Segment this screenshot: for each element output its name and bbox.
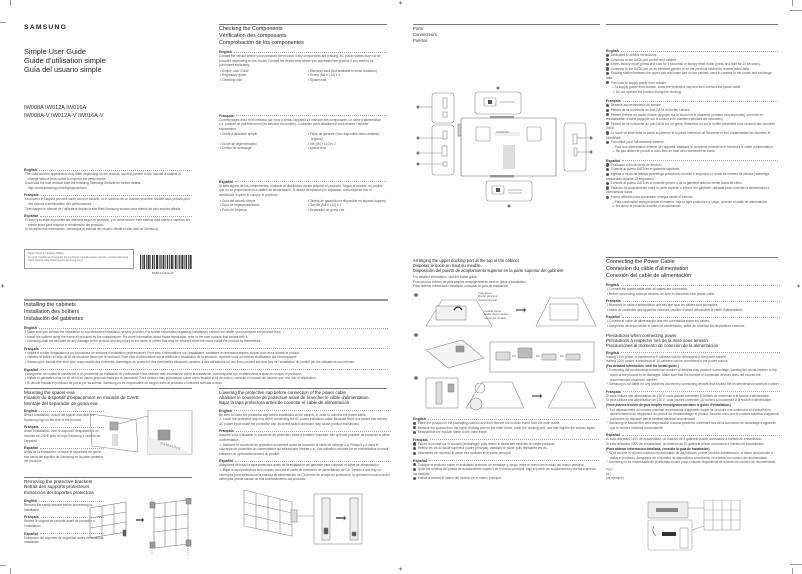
crop-mark: [790, 10, 802, 11]
lowering-warning: ⚠ Lower the protective cap only when connecting the AC power extension cable. Because there is a switch that selects AC power input inside the protective cap, incorrect switch operation may cause product malfunction.: [219, 417, 387, 426]
barcode-label: BN68-10234A-00: [152, 271, 174, 275]
docking-step: Coloque el producto sobre el acolchado protector de embalaje y, luego, retire el marco del módulo del marco principal.: [413, 463, 599, 468]
section-rule: [219, 24, 387, 25]
docking-step: Vuelva a montar el marco del módulo en el marco principal.: [413, 476, 599, 481]
port-note: Dedicated to service technicians.: [606, 53, 778, 58]
lang-heading: Français: [24, 515, 104, 519]
ports-diagram: [412, 85, 598, 210]
docking-panel: [413, 258, 599, 289]
port-note: Ingresa a modo de fábrica (mantenga presionado durante 5 segundos) o modo de reseteo de fábrica (mantenga presionado durante 10 segundos).: [606, 172, 770, 181]
brackets-diagram: [88, 498, 194, 558]
lowering-title-en: Lowering the protective cap before connection of the power cable: [219, 390, 346, 395]
port-subnote: – Pour une alimentation externe de l'appareil, abaissez le couvercle protecteur et branchez le câble d'alimentation.: [612, 144, 774, 149]
precaution-line: Si está utilizando 220V de ensamblado, un máximo de 10 gabinete puede conectarse a fuentes de ensamblado.: [606, 442, 765, 447]
components-intro: Communiquez avec le fournisseur qui vous a vendu l'appareil s'il manque des composants. Le câble d'alimentation c.a. pourrait ne pas être fourni (en fonction du modèle). Contactez votre détaillant si vous désirez l'acheter séparément.: [219, 117, 382, 131]
lowering-title-es: Bajar la tapa protectora antes de conectar el cable de alimentación: [219, 400, 350, 406]
install-item: • Si decide instalar el producto de por sí por su cuenta, Samsung no es responsable de ningún daño al producto ni lesiones sufridas a otros.: [25, 380, 223, 385]
cover-title-fr: Guide d’utilisation simple: [24, 56, 106, 65]
precaution-line: Si vous utilisez une alimentation de 110 V, vous pouvez connecter 5 boîtiers au maximum à la source d'alimentation.: [606, 393, 770, 398]
port-note: Permet d'entrer en mode d'usine (appuyer sur le bouton et le maintenir pendant cinq secondes) ou mode de réinitialisation d'usine (appuyer sur le bouton et le maintenir pendant dix secondes).: [606, 112, 763, 122]
component-item: • Guía del usuario simple: [220, 198, 256, 203]
lang-heading: Français: [606, 99, 778, 103]
ports-title-fr: Connecteurs: [413, 32, 437, 37]
note-line: Si necesita más información, descargue el manual del usuario desde el sitio web de Samsung.: [25, 227, 159, 232]
component-item: • spacer-eva: [308, 146, 326, 151]
port-note: Docking station between the upper part and lower part on the cabinet, used to connect to the power and exchange data.: [606, 71, 772, 80]
lang-heading: English: [24, 499, 104, 503]
note-line: El color y el aspecto pueden ser distintos según el producto, y el contenido en este manual está sujeto a cambios sin previo aviso para mejorar el rendimiento del producto.: [25, 218, 190, 227]
crop-mark: [792, 568, 793, 574]
port-warning: ⚠ No opere el producto durante el acoplamiento.: [612, 204, 682, 209]
crop-mark: [10, 0, 11, 6]
section-rule: [606, 257, 778, 258]
lang-heading: Español: [24, 368, 388, 372]
install-item: • Installez le boîtier à l'aide du kit de structure fourni par le fabricant. Pour plus d'informations sur la méthode d'installation de la structure, reportez-vous au manuel d'utilisateur qui l'accompagne.: [25, 355, 298, 360]
install-item: • Samsung ne saurait être tenu pour responsable des éventuels dommages au produit et des éventuelles blessures causées à des utilisateurs ou des tiers pouvant survenir lors de l'installation du produit par les utilisateurs eux-mêmes.: [25, 359, 355, 364]
components-list: [219, 132, 387, 150]
component-item: • Separador de goma eva: [308, 207, 345, 212]
brackets-title-es: Extracción del soportes protectora: [24, 489, 94, 495]
warning-icon: ⚠: [219, 442, 222, 447]
docking-title-fr: Disposer le socle en haut du meuble.: [413, 263, 482, 268]
docking-step: Assemblez de nouveau le cadre des modules et le cadre principal.: [413, 451, 599, 456]
section-rule: [606, 24, 778, 25]
lang-heading: English: [413, 417, 599, 421]
docking-step: Retirez les vis du socle supérieur (cadre principal), abaissez le socle, puis réinstallez les vis.: [413, 446, 599, 451]
port-warning: ⚠ Do not operate the product during the docking.: [612, 89, 682, 94]
lowering-text: Be sure to lower the protective cap before installation of the cabinet, in order to connect the power cable.: [219, 412, 367, 417]
components-intro: Si falta alguno de los componentes, contacte al distribuidor donde adquirió el producto. Según el modelo, es posible que no se proporcionen los cables de alimentación. Si desea comprarlos por separado, comuníquese con el distribuidor a quien le compró el producto.: [219, 183, 383, 197]
crop-mark: [0, 22, 6, 23]
component-item: • Spacer-eva: [308, 77, 327, 82]
component-item: • Vis (M4 x L10) x 2: [308, 141, 336, 146]
brackets-title-fr: Retrait des supports protecteurs: [24, 484, 90, 490]
component-item: • Cleaning cloth: [220, 77, 243, 82]
docking-step: Placez le produit sur le coussin (emballage), puis retirez le cadre des modules du cadre principal.: [413, 442, 599, 447]
precaution-line: * Si se excede el número máximo recomendado de dispositivos, puede producir sobretensión, al hacer cortocircuito o dañar el producto. Asegúrese de el número de dispositivos conectados no exceda los número de recomendado.: [607, 451, 773, 460]
install-item: • Make sure you contact the installation to a professional installation service provider. For further information regarding installation, contact the dealer you purchased the product from.: [25, 330, 282, 334]
installing-panel: [24, 302, 388, 385]
components-title-es: Comprobación de los componentes: [219, 40, 304, 46]
model-numbers: [24, 104, 194, 120]
precaution-line: * Exceeding the recommended maximum number of devices may produce overvoltage, causing the circuit breaker to trip down or the product to be damaged. Make sure that the number of connected devices does not exceed the recommended maximum number.: [607, 368, 777, 382]
component-item: • Tarjeta de garantía (no disponible en algunos lugares): [308, 198, 387, 203]
lang-heading: Français: [219, 114, 387, 118]
port-note: Permet de se connecter au port DATA sur un genre d'interface ou sur le boîtier précédent pour recevoir des données vidéo.: [606, 121, 775, 131]
barcode: [140, 255, 192, 269]
diagram-logo: SAMSUNG: [159, 441, 182, 451]
docking-step: Reassemble the module frame to the main frame.: [413, 430, 599, 435]
lang-heading: Français: [219, 429, 391, 433]
installing-title-es: Instalación del gabinetes: [24, 316, 84, 322]
install-item: • Install the cabinet using the frame kit provided by the manufacturer. For more information about frame installation, refer to the user manual that comes with it.: [25, 334, 249, 339]
cover-title-es: Guía del usuario simple: [24, 65, 102, 74]
crop-mark: [0, 565, 6, 566]
lowering-text: Asegúrese de bajar la tapa protectora antes de la instalación del gabinete para conectar el cable de alimentación.: [219, 463, 380, 468]
port-note: Connects to the DATA port on an interface gender or on the previous cabinet to receive video data.: [606, 67, 778, 72]
lang-heading: English: [24, 168, 192, 172]
port-note: Conecte al puerto DATA en el enchufe género o de la gabinete anterior recibe datos de video.: [606, 181, 778, 186]
lang-heading: English: [606, 283, 780, 287]
ports-title-es: Puertos: [413, 38, 428, 43]
registration-mark-icon: ✦: [796, 284, 802, 290]
section-rule: [24, 388, 192, 389]
lang-heading: Español: [606, 159, 778, 163]
spacer-text: Before installation, mount the spacer-eva near the Samsung logo on the rear of the product.: [24, 413, 95, 422]
installing-title-en: Installing the cabinets: [24, 302, 76, 308]
lang-heading: Français: [606, 390, 780, 394]
notice-text: To send inquiries and requests for questions regarding open sources, contact Samsung Open Source (http://opensource.samsung.com): [28, 255, 129, 262]
components-list: [219, 69, 387, 83]
install-item: • Asegúrese de confiar la instalación a un proveedor de instalador de profesional. Para obtener más información sobre la instalación, comuníquese con el distribuidor a quien le compró el producto.: [25, 371, 302, 376]
section-rule: [219, 388, 387, 389]
lang-heading: Español: [606, 433, 780, 437]
note-line: Download the user manual from the following Samsung Website for further details. http://www.samsung.com/displaysolutions: [25, 181, 142, 190]
lang-heading: Español: [24, 214, 192, 218]
port-note: Connects to the DATA port on the next cabinet.: [606, 58, 778, 63]
component-item: • Warranty card (Not available in some locations): [308, 68, 377, 73]
open-source-notice: [24, 249, 134, 269]
precaution-line: Si está utilizando 110V de ensamblado, un máximo de 5 gabinete puede conectarse a fuentes de ensamblado.: [606, 437, 763, 442]
registration-mark-icon: ✦: [398, 567, 404, 573]
brackets-title-en: Removing the protective brackets: [24, 479, 93, 484]
lang-heading: Français: [606, 299, 780, 303]
port-note: Permet de se connecter au port DATA du boîtier suivant.: [606, 108, 778, 113]
precaution-line: Si vous utilisez une alimentation de 220 V, vous pouvez connecter 10 boîtiers au maximum à la source d'alimentation.: [606, 398, 772, 403]
port-note: Destinado a los técnicos de servicio.: [606, 163, 778, 168]
docking-step: Place the product on the packaging cushion and then remove the module frame from the main frame.: [413, 421, 599, 426]
cabinet-logo: SAMSUNG: [496, 131, 510, 134]
port-notes-panel: [606, 46, 778, 209]
crop-mark: [792, 0, 793, 6]
crop-mark: [790, 564, 802, 565]
precaution-line: Having 110V power, a maximum of 5 cabinets can be connected to the power source.: [606, 354, 727, 359]
lowering-panel: [219, 390, 391, 482]
note-line: The color and the appearance may differ depending on the product, and the content in the manual is subject to change without prior notice to improve the performance.: [25, 172, 181, 181]
docking-info: Pour pouvoir trouver de plus amples renseignements dans le guide d'installation.: [413, 279, 527, 284]
callout-main-frame: main frame Boîtier principal marco principal: [478, 291, 498, 302]
warning-icon: ⚠: [219, 417, 222, 422]
precautions-title-es: Precauciones al momento de conexión de la alimentación: [606, 342, 719, 348]
components-title-fr: Vérification des composants: [219, 33, 287, 39]
docking-title-es: Disposición del puerto de acoplamiento superior en la parte superior del gabinete: [413, 268, 564, 273]
note-line: Téléchargez le manuel de l'utilisateur depuis le site Web Samsung suivant pour obtenir de plus amples détails.: [25, 206, 181, 211]
power-item: • Asegúrese de desconectar el cable de alimentación, antes de conectar los dispositivos externos.: [607, 323, 746, 328]
example-label: por ejemplo): [606, 476, 624, 481]
power-title-fr: Connexion du câble d'alimentation: [606, 266, 689, 272]
component-item: • Guía de reglamentaciones: [220, 203, 260, 208]
lowering-title-fr: Abaisser le couvercle de protection avant de brancher le câble d'alimentation.: [219, 395, 370, 401]
power-item: • Connect the power cable after all cables are connected.: [607, 287, 688, 291]
precaution-line: * Samsung is not liable for any problems incurred by connecting devices that exceed the recommended maximum number.: [607, 382, 780, 387]
docking-info: Para obtener información detallada, consultar la guía de instalación.: [413, 284, 510, 289]
docking-steps: [413, 414, 599, 481]
power-title-en: Connecting the Power Cable: [606, 259, 675, 265]
brackets-text: Retirez le support de sécurité avant de procéder à l'installation.: [24, 519, 95, 528]
port-note: Enters factory mode (press and hold for 5 seconds) or factory reset mode (press and hold for 10 seconds).: [606, 62, 778, 67]
spacer-title-es: Montaje del separador de goma eva: [24, 400, 98, 406]
components-panel: [219, 26, 387, 212]
notice-title: Open Source License Notice: [28, 251, 64, 255]
crop-mark: [10, 568, 11, 574]
precautions-title-en: Precautions when connecting power: [606, 332, 677, 338]
callout-module-frame: module frame Cadre des modules marco del módulo: [484, 309, 509, 320]
spacer-title-fr: Fixation du dispositif d'espacement en mousse de CAVE: [24, 395, 139, 401]
docking-step: Remove the screws from the upper docking port on the main frame, lower the docking port, and then tighten the screws again.: [413, 426, 599, 431]
docking-diagram: [412, 292, 600, 412]
component-item: • Chiffon de nettoyage: [220, 146, 252, 151]
model-line: IW008A IW012A IW016A: [24, 105, 87, 111]
power-item: • Conecte el cable de alimentación una vez conectados todos los cables.: [607, 319, 710, 324]
port-note: Puerto utilizado para suministrar energía desde el exterior.: [606, 195, 778, 200]
samsung-logo: SAMSUNG: [24, 24, 68, 31]
precaution-line: (Para obtener información detallada, consulte la guía de instalación).: [606, 446, 711, 451]
model-line: IW008A-V IW012A-V IW016A-V: [24, 113, 104, 119]
precaution-line: * Samsung ne saurait être tenu responsable d'aucun problème survenant lors de la connexion de davantage d'appareils que le nombre maximal recommandé.: [607, 421, 776, 430]
precaution-line: * Tout dépassement du nombre maximal recommandé d'appareils risque de produire une surtension et d'entraîner le déclenchement du disjoncteur du produit ou d'endommager le produit. Assurez-vous que le nombre maximal d'appareils connectés ne dépasse pas le nombre maximal recommandé.: [607, 407, 780, 421]
section-rule: [24, 477, 192, 478]
lang-heading: Français: [24, 193, 192, 197]
spacer-text: Antes de la instalación, coloque el separador de goma eva cerca del logotipo de Samsung en la parte posterior del producto.: [24, 450, 104, 464]
lang-heading: Español: [413, 459, 599, 463]
precaution-line: (For detailed information, visit the install guide.): [606, 363, 679, 368]
warning-icon: ⚠: [219, 467, 222, 472]
component-item: • Paño de limpieza: [220, 207, 247, 212]
registration-mark-icon: ✦: [398, 1, 404, 7]
components-intro: Contact the vendor where you purchased the product if any components are missing. AC power cables may not be provided depending on the model. Contact the dealer from whom you purchased the product if you want to be purchased separately.: [219, 54, 381, 68]
lowering-warning: ⚠ Abaissez le couvercle de protection seulement avant de brancher le câble de rallonge c.a. Puisqu'il y a dans le couvercle de protection un commutateur qui sélectionne l'entrée c.a., une utilisation erronée de ce commutateur pourrait entraîner un dysfonctionnement du produit.: [219, 442, 389, 456]
power-example-diagram: [646, 500, 742, 552]
port-note: Conecte al puerto DATA en el gabinete siguiente.: [606, 167, 778, 172]
port-note: Port utilisé pour l'alimentation externe.: [606, 140, 778, 145]
lang-heading: English: [24, 409, 104, 413]
port-subnote: – Para suministrar energía desde el exterior, baje la tapa protectora y, luego, conecte el cable de alimentación.: [612, 199, 769, 204]
port-note: Réservé aux techniciens de service.: [606, 103, 778, 108]
docking-info: For detailed information, visit the install guide.: [413, 275, 478, 279]
power-item: • Before connecting external devices, be sure to disconnect the power cable.: [607, 291, 715, 296]
installing-title-fr: Installation des boîtiers: [24, 309, 80, 315]
lang-heading: Français: [24, 347, 388, 351]
lowering-warning: ⚠ Bajar la tapa protectora solo cuando conecte el cable de extensión de alimentación de CA. Debido a que hay un interruptor para seleccionar la entrada de alimentación de CA dentro de la tapa de protección, la operación incorrecta del interruptor puede causar un mal funcionamiento del producto.: [219, 467, 390, 482]
note-line: La couleur et l'aspect peuvent varier selon le modèle, et le contenu de ce manuel peut être modifié sans préavis pour des raisons d'amélioration des performances.: [25, 197, 191, 206]
lang-heading: Español: [219, 459, 391, 463]
lang-heading: English: [219, 50, 387, 54]
ports-title-en: Ports: [413, 26, 423, 31]
install-item: • Samsung shall not be liable for any damage to the product and any injury to the users or others that may be incurred while the users install the product by themselves.: [25, 339, 262, 344]
lang-heading: English: [606, 351, 780, 355]
power-title-es: Conexión del cable de alimentación: [606, 273, 692, 279]
cover-title-en: Simple User Guide: [24, 47, 87, 56]
spacer-title-en: Mounting the spacer-eva: [24, 390, 75, 395]
cover-titles: [24, 47, 194, 74]
spacer-diagram: [88, 410, 194, 470]
lang-heading: Español: [24, 446, 104, 450]
precaution-line: (Vous pouvez trouver de plus amples renseignements dans le guide d'installation.): [606, 402, 732, 407]
component-item: • Guide de réglementation: [220, 141, 257, 146]
port-note: Port used to supply power from outside.: [606, 81, 778, 86]
lang-heading: Español: [219, 180, 387, 184]
cover-notes: [24, 165, 192, 232]
component-item: • Guide d'utilisation simple: [220, 132, 258, 137]
lowering-diagram: [240, 488, 390, 546]
lowering-text: Assurez-vous d'abaisser le couvercle de protection avant d'installer l'enceinte, afin qu'il soit possible de brancher le câble d'alimentation.: [219, 433, 390, 442]
precaution-line: * Samsung no es responsable de problemas incurrir para conectar dispositivos de exceda los número de recomendado.: [607, 460, 777, 465]
component-item: • Tornillo (M4 x L10) x 2: [308, 203, 342, 208]
lang-heading: English: [24, 326, 388, 330]
example-label: ex.): [606, 471, 612, 476]
components-title-en: Checking the Components: [219, 26, 283, 32]
spacer-text: Avant l'installation, fixer le dispositif d'espacement en mousse de CAVE près du logo Samsung à l'arrière de l'appareil.: [24, 429, 101, 443]
lang-heading: English: [606, 49, 778, 53]
port-warning: ⚠ Ne pas utiliser le produit si vous êtes en train de le connecter au socle.: [612, 149, 716, 154]
components-list: [219, 199, 387, 213]
component-item: • Regulatory guide: [220, 73, 247, 78]
precaution-line: Having 220V power, a maximum of 10 cabinets can be connected to the power source.: [606, 359, 729, 364]
section-rule: [413, 24, 600, 25]
docking-step: Quite los tornillos del puerto de acoplamiento superior en el marco principal, baje el puerto de acoplamiento y vuelva a apretar los tornillos.: [413, 467, 596, 476]
cover-panel: [24, 24, 194, 120]
ports-panel: [413, 26, 437, 44]
section-rule: [24, 299, 388, 301]
install-item: • Veillez à confier l'installation à un fournisseur de services d'installation professionnel. Pour plus d'informations sur l'installation, contactez le revendeur auprès duquel vous avez acheté le produit.: [25, 350, 300, 355]
port-note: Estación de acoplamiento entre la parte superior e inferior del gabinete, utilizada para conectar la alimentación e intercambiar datos.: [606, 185, 770, 195]
port-note: Le socle se situe entre la partie supérieure et la partie inférieure de l'enceinte et sert à transmettre les données et l'électricité.: [606, 130, 771, 140]
docking-title-en: Arranging the upper docking port at the top of the cabinet: [413, 258, 519, 263]
component-item: • Screw (M4 x L10) x 2: [308, 73, 341, 78]
power-item: • Branchez le câble d'alimentation une fois que tous les câbles sont connectés.: [607, 303, 719, 308]
brackets-text: Remove the safety bracket before proceeding to installation.: [24, 503, 93, 512]
lang-heading: Español: [24, 532, 104, 536]
example-label: e.g.): [606, 467, 613, 472]
component-item: • Simple User Guide: [220, 68, 249, 73]
brackets-text: Extracción del soportes de seguridad antes de continuar instalación.: [24, 535, 104, 545]
component-item: • Fiche de garantie (Non disponible dans certaines régions): [308, 132, 380, 141]
lang-heading: English: [219, 409, 391, 413]
power-item: • Avant de connecter des appareils externes, veuillez d'abord débrancher le câble d'alimentation.: [607, 307, 744, 312]
install-item: • Instale el gabinetes usar un kit de kit de marco proporcionado por el fabricante. Para obtener más información sobre cómo instalar el kit de marco, consulte el manual del usuario que vino con el dispositivo.: [25, 376, 317, 381]
lang-heading: Español: [606, 315, 780, 319]
port-subnote: – To supply power from outside, lower the protective cap and then connect the power cable.: [612, 85, 742, 90]
lang-heading: Français: [413, 438, 599, 442]
power-panel: [606, 259, 780, 481]
lang-heading: Français: [24, 425, 104, 429]
registration-mark-icon: ✦: [0, 284, 6, 290]
precautions-title-fr: Précautions à respecter lors de la mise sous tension: [606, 337, 708, 343]
